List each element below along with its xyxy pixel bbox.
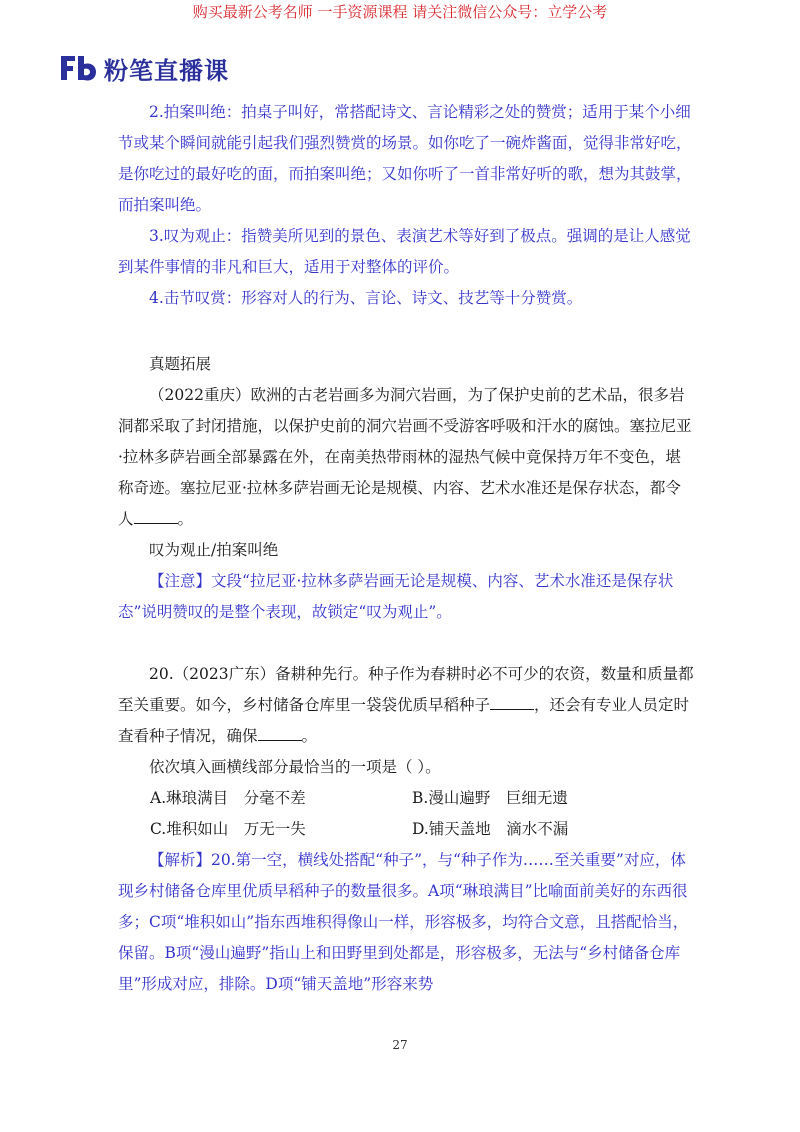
answer-blank xyxy=(134,509,178,524)
question-text: （2022重庆）欧洲的古老岩画多为洞穴岩画，为了保护史前的艺术品，很多岩洞都采取了封闭措施，以保护史前的洞穴岩画不受游客呼吸和汗水的腐蚀。塞拉尼亚·拉林多萨岩画全部暴露在外，在南美热带雨林的湿热气候中竟保持万年不变色，堪称奇迹。塞拉尼亚·拉林多萨岩画无论是规模、内容、艺术水准还是保存状态，都令人 。 xyxy=(118,386,692,528)
analysis-paragraph: 【解析】20.第一空，横线处搭配“种子”，与“种子作为……至关重要”对应，体现乡村储备仓库里优质早稻种子的数量很多。A项“琳琅满目”比喻面前美好的东西很多；C项“堆积如山”指东西堆积得像山一样，形容极多，均符合文意，且搭配恰当，保留。B项“漫山遍野”指山上和田野里到处都是，形容极多，无法与“乡村储备仓库里”形成对应，排除。D项“铺天盖地”形容来势 xyxy=(118,851,689,993)
idiom-item: 4.击节叹赏：形容对人的行为、言论、诗文、技艺等十分赞赏。 xyxy=(149,289,583,307)
note-tag: 【注意】 xyxy=(149,572,212,590)
page-number: 27 xyxy=(392,1038,408,1052)
question-prompt: 依次填入画横线部分最恰当的一项是（ ）。 xyxy=(149,758,441,776)
option-a: A.琳琅满目 分毫不差 xyxy=(150,789,306,807)
answer-blank xyxy=(258,726,302,741)
idiom-item: 2.拍案叫绝：拍桌子叫好，常搭配诗文、言论精彩之处的赞赏；适用于某个小细节或某个瞬间就能引起我们强烈赞赏的场景。如你吃了一碗炸酱面，觉得非常好吃，是你吃过的最好吃的面，而拍案叫绝；又如你听了一首非常好听的歌，想为其鼓掌，而拍案叫绝。 xyxy=(118,103,692,214)
note-paragraph: 【注意】文段“拉尼亚·拉林多萨岩画无论是规模、内容、艺术水准还是保存状态”说明赞叹的是整个表现，故锁定“叹为观止”。 xyxy=(118,572,674,621)
idiom-item: 3.叹为观止：指赞美所见到的景色、表演艺术等好到了极点。强调的是让人感觉到某件事情的非凡和巨大，适用于对整体的评价。 xyxy=(118,227,691,276)
answer-text: 叹为观止/拍案叫绝 xyxy=(149,541,279,559)
section-title: 真题拓展 xyxy=(149,355,212,373)
option-c: C.堆积如山 万无一失 xyxy=(150,820,306,838)
page-content xyxy=(118,97,694,1000)
question-text: 20.（2023广东）备耕种先行。种子作为春耕时必不可少的农资，数量和质量都至关重要。如今，乡村储备仓库里一袋袋优质早稻种子 ，还会有专业人员定时查看种子情况，确保 。 xyxy=(118,665,694,745)
brand-name: 粉笔直播课 xyxy=(104,56,229,85)
options-list xyxy=(118,783,694,845)
option-d: D.铺天盖地 滴水不漏 xyxy=(412,820,569,838)
fenbi-fb-logo-icon xyxy=(58,53,98,83)
answer-blank xyxy=(490,695,534,710)
option-b: B.漫山遍野 巨细无遗 xyxy=(412,789,568,807)
brand-logo xyxy=(58,53,229,83)
promo-banner: 购买最新公考名师 一手资源课程 请关注微信公众号：立学公考 xyxy=(192,3,608,21)
